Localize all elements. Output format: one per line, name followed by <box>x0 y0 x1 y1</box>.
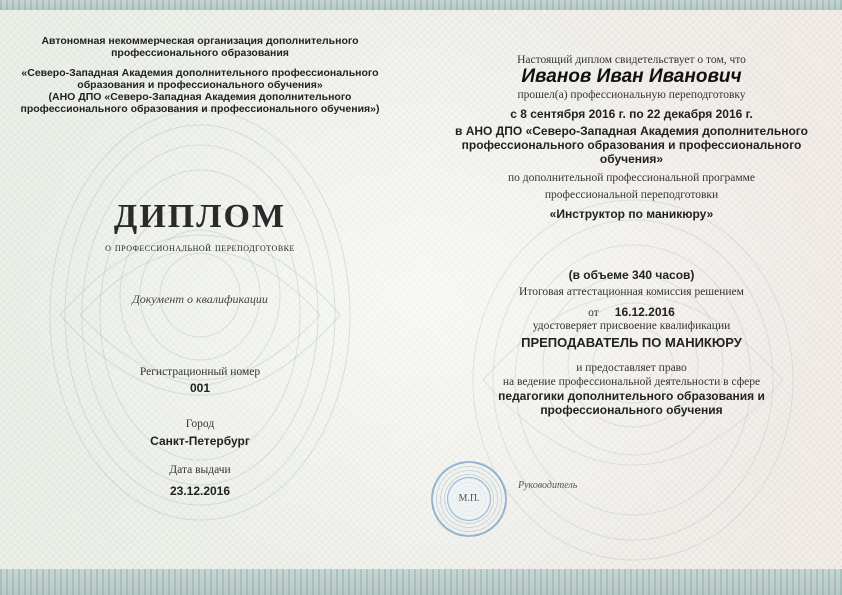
sphere-line-1: педагогики дополнительного образования и <box>498 389 765 403</box>
city-label: Город <box>185 418 215 430</box>
org-line-5: (АНО ДПО «Северо-Западная Академия дополнительного <box>48 91 352 103</box>
commission-text: Итоговая аттестационная комиссия решением <box>519 286 744 298</box>
issue-date-value: 23.12.2016 <box>169 484 231 498</box>
registration-number: 001 <box>189 381 211 395</box>
institution-line-2: профессионального образования и профессионального <box>461 138 802 152</box>
registration-label: Регистрационный номер <box>139 366 261 378</box>
decision-date: 16.12.2016 <box>614 305 675 319</box>
grants-right-line-2: на ведение профессиональной деятельности в сфере <box>502 376 761 388</box>
city-value: Санкт-Петербург <box>150 434 250 448</box>
program-name: «Инструктор по маникюру» <box>549 207 714 221</box>
org-line-1: Автономная некоммерческая организация дополнительного <box>41 35 359 47</box>
institution-line-1: в АНО ДПО «Северо-Западная Академия дополнительного <box>455 124 808 138</box>
program-line-2: профессиональной переподготовки <box>544 189 719 201</box>
program-line-1: по дополнительной профессиональной программе <box>508 172 755 184</box>
passed-text: прошел(а) профессиональную переподготовку <box>517 89 746 101</box>
qualification-label: удостоверяет присвоение квалификации <box>532 320 731 332</box>
signature-label: Руководитель <box>518 480 578 491</box>
diploma-subtitle: о профессиональной переподготовке <box>105 240 295 254</box>
seal-stamp <box>431 461 507 537</box>
grants-right-line-1: и предоставляет право <box>576 362 687 374</box>
institution-line-3: обучения» <box>599 152 664 166</box>
issue-date-label: Дата выдачи <box>169 464 231 476</box>
decision-date-from: от <box>588 307 599 319</box>
left-page <box>0 0 400 595</box>
decision-date-row <box>421 303 842 321</box>
study-period: с 8 сентября 2016 г. по 22 декабря 2016 г. <box>510 107 753 121</box>
org-line-6: профессионального образования и профессионального обучения») <box>20 103 380 115</box>
org-line-3: «Северо-Западная Академия дополнительного профессионального <box>21 67 379 79</box>
org-line-4: образования и профессионального обучения» <box>77 79 323 91</box>
qualification-name: ПРЕПОДАВАТЕЛЬ ПО МАНИКЮРУ <box>521 335 742 350</box>
stamp-label: М.П. <box>458 493 480 504</box>
document-type: Документ о квалификации <box>132 292 268 306</box>
certifies-text: Настоящий диплом свидетельствует о том, что <box>517 54 746 66</box>
seal-stamp-center <box>447 477 491 521</box>
diploma-title: ДИПЛОМ <box>113 198 287 235</box>
org-line-2: профессионального образования <box>111 47 289 59</box>
holder-name: Иванов Иван Иванович <box>521 66 742 87</box>
sphere-line-2: профессионального обучения <box>540 403 723 417</box>
hours-text: (в объеме 340 часов) <box>568 268 695 282</box>
